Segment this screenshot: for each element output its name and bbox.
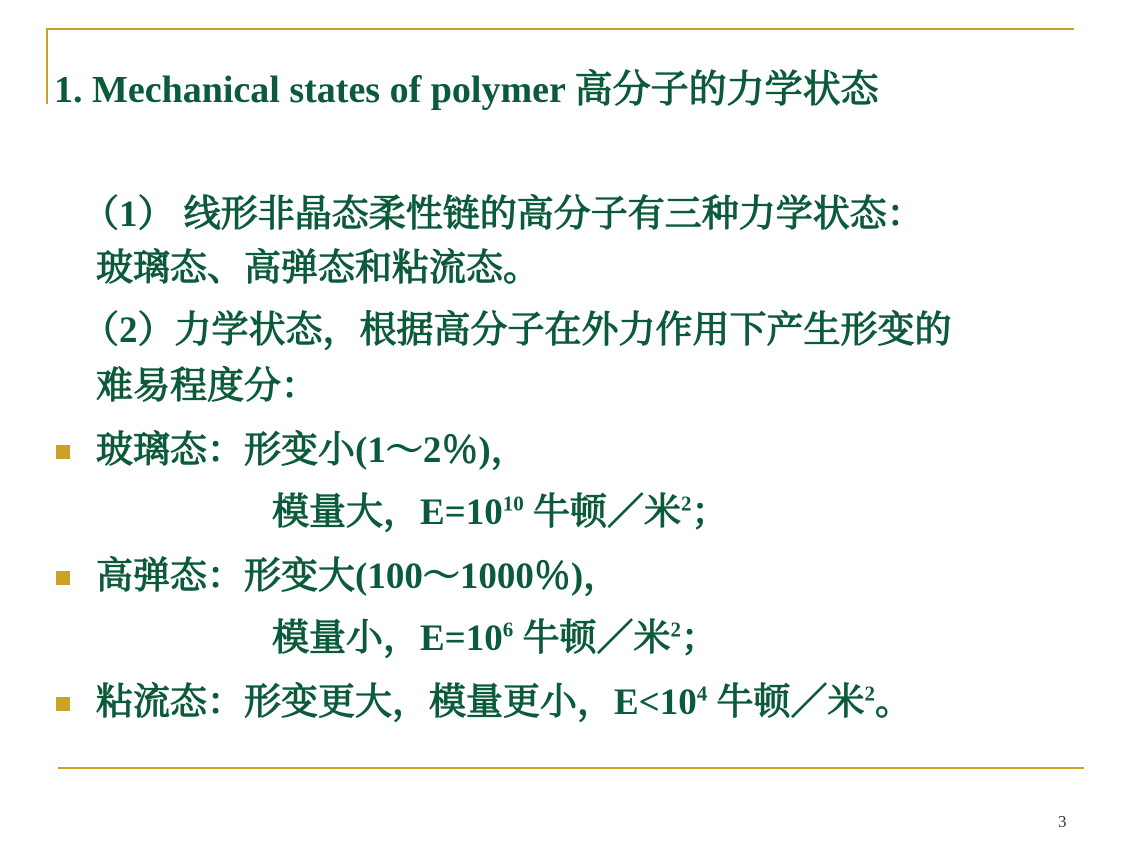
page-number: 3	[1058, 812, 1067, 831]
glassy-unit-text: 牛顿／米	[523, 492, 682, 533]
bottom-divider	[58, 767, 1084, 769]
rubbery-state-line-1: 高弹态：形变大(100～1000％)，	[96, 556, 621, 597]
glassy-state-line-2	[272, 491, 729, 533]
glassy-modulus-exponent: 10	[502, 491, 524, 516]
viscous-unit-exponent: 2	[864, 681, 876, 706]
rubbery-modulus-text: 模量小，E=10	[272, 618, 503, 659]
glassy-unit-exponent: 2	[681, 491, 692, 516]
rubbery-modulus-exponent: 6	[502, 617, 514, 642]
paragraph-1-line-1: （1） 线形非晶态柔性链的高分子有三种力学状态：	[82, 194, 924, 235]
top-divider	[46, 28, 1074, 30]
bullet-square-icon	[56, 571, 70, 585]
slide-title: 1. Mechanical states of polymer 高分子的力学状态	[54, 69, 879, 111]
glassy-line-end: ；	[691, 492, 729, 533]
paragraph-1-line-2: 玻璃态、高弹态和粘流态。	[96, 248, 540, 289]
viscous-unit-text: 牛顿／米	[707, 682, 865, 723]
bullet-square-icon	[56, 697, 70, 711]
rubbery-unit-exponent: 2	[670, 617, 682, 642]
rubbery-state-line-2	[272, 617, 719, 659]
paragraph-2-line-2: 难易程度分：	[96, 366, 318, 407]
viscous-modulus-exponent: 4	[696, 681, 708, 706]
viscous-flow-state-line	[96, 681, 913, 723]
glassy-modulus-text: 模量大，E=10	[272, 492, 503, 533]
paragraph-2-line-1: （2）力学状态，根据高分子在外力作用下产生形变的	[82, 310, 952, 351]
bullet-square-icon	[56, 445, 70, 459]
viscous-modulus-text: 粘流态：形变更大，模量更小，E<10	[96, 682, 697, 723]
rubbery-unit-text: 牛顿／米	[513, 618, 671, 659]
viscous-line-end: 。	[875, 682, 913, 723]
rubbery-line-end: ；	[681, 618, 719, 659]
left-divider	[46, 28, 48, 104]
glassy-state-line-1: 玻璃态：形变小(1～2％)，	[96, 430, 528, 471]
